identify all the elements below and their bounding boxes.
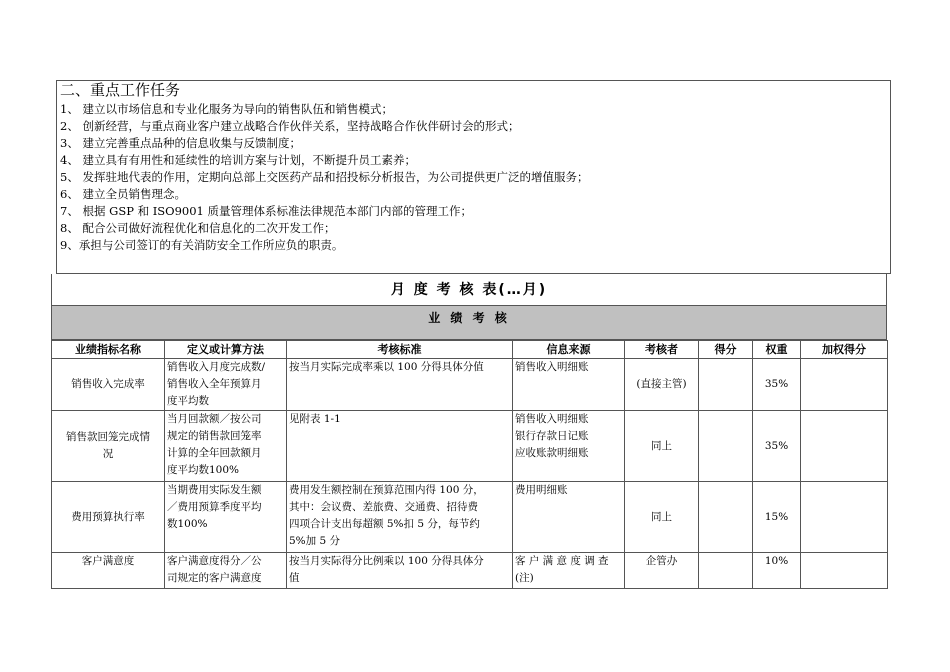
col-header-weighted-score: 加权得分 bbox=[801, 341, 888, 359]
weighted-score-cell[interactable] bbox=[801, 359, 888, 411]
score-cell[interactable] bbox=[699, 553, 753, 589]
definition-line: 当期费用实际发生额 bbox=[167, 484, 262, 496]
table-row bbox=[52, 411, 888, 482]
task-item: 6、 建立全员销售理念。 bbox=[60, 187, 186, 201]
definition-line: 当月回款额／按公司 bbox=[167, 413, 262, 425]
score-cell[interactable] bbox=[699, 411, 753, 482]
task-item: 1、 建立以市场信息和专业化服务为导向的销售队伍和销售模式； bbox=[60, 102, 393, 116]
definition-line: 销售收入全年预算月 bbox=[167, 378, 262, 390]
kpi-name: 销售收入完成率 bbox=[71, 378, 145, 390]
definition-cell bbox=[165, 482, 287, 553]
task-item: 8、 配合公司做好流程优化和信息化的二次开发工作； bbox=[60, 221, 336, 235]
col-header-name: 业绩指标名称 bbox=[52, 341, 165, 359]
monthly-assessment-sheet bbox=[51, 274, 887, 589]
task-item: 7、 根据 GSP 和 ISO9001 质量管理体系标准法律规范本部门内部的管理工作； bbox=[60, 204, 473, 218]
assessor-cell: 企管办 bbox=[625, 553, 699, 589]
performance-section-header: 业 绩 考 核 bbox=[51, 306, 887, 340]
source-line: 费用明细账 bbox=[515, 484, 568, 496]
standard-line: 按当月实际得分比例乘以 100 分得具体分 bbox=[289, 555, 484, 567]
standard-line: 其中：会议费、差旅费、交通费、招待费 bbox=[289, 501, 478, 513]
kpi-name: 客户满意度 bbox=[81, 555, 135, 567]
kpi-name-cell bbox=[52, 359, 165, 411]
definition-line: 计算的全年回款额月 bbox=[167, 447, 262, 459]
definition-line: 度平均数 bbox=[167, 395, 209, 407]
col-header-score: 得分 bbox=[699, 341, 753, 359]
col-header-standard: 考核标准 bbox=[287, 341, 513, 359]
key-tasks-list bbox=[60, 101, 588, 254]
source-cell bbox=[513, 482, 625, 553]
standard-cell bbox=[287, 411, 513, 482]
definition-line: 规定的销售款回笼率 bbox=[167, 430, 262, 442]
standard-line: 四项合计支出每超额 5%扣 5 分，每节约 bbox=[289, 518, 480, 530]
standard-line: 按当月实际完成率乘以 100 分得具体分值 bbox=[289, 361, 484, 373]
source-line: 客 户 满 意 度 调 查 bbox=[515, 555, 609, 567]
score-cell[interactable] bbox=[699, 482, 753, 553]
standard-cell bbox=[287, 482, 513, 553]
table-header-row bbox=[52, 341, 888, 359]
definition-line: 数100% bbox=[167, 518, 208, 530]
assessor-cell: (直接主管) bbox=[625, 359, 699, 411]
source-line: 应收账款明细账 bbox=[515, 447, 589, 459]
source-cell bbox=[513, 359, 625, 411]
weight-cell: 15% bbox=[753, 482, 801, 553]
weight-cell: 10% bbox=[753, 553, 801, 589]
score-cell[interactable] bbox=[699, 359, 753, 411]
definition-cell bbox=[165, 359, 287, 411]
key-tasks-section bbox=[56, 80, 891, 274]
task-item: 3、 建立完善重点品种的信息收集与反馈制度； bbox=[60, 136, 301, 150]
task-item: 2、 创新经营，与重点商业客户建立战略合作伙伴关系，坚持战略合作伙伴研讨会的形式； bbox=[60, 119, 520, 133]
source-line: 销售收入明细账 bbox=[515, 413, 589, 425]
standard-cell bbox=[287, 359, 513, 411]
table-row bbox=[52, 482, 888, 553]
definition-line: 度平均数100% bbox=[167, 464, 240, 476]
assessor-cell: 同上 bbox=[625, 411, 699, 482]
definition-line: 销售收入月度完成数/ bbox=[167, 361, 266, 373]
sheet-title: 月 度 考 核 表(…月) bbox=[51, 274, 887, 306]
kpi-name-cell bbox=[52, 482, 165, 553]
definition-line: 司规定的客户满意度 bbox=[167, 572, 262, 584]
standard-cell bbox=[287, 553, 513, 589]
kpi-table bbox=[51, 340, 888, 589]
source-line: 销售收入明细账 bbox=[515, 361, 589, 373]
definition-line: ／费用预算季度平均 bbox=[167, 501, 262, 513]
kpi-name-cell bbox=[52, 411, 165, 482]
definition-cell bbox=[165, 553, 287, 589]
task-item: 5、 发挥驻地代表的作用，定期向总部上交医药产品和招投标分析报告，为公司提供更广泛的增值服务； bbox=[60, 170, 589, 184]
standard-line: 5%加 5 分 bbox=[289, 535, 341, 547]
table-row bbox=[52, 553, 888, 589]
standard-line: 见附表 1-1 bbox=[289, 413, 341, 425]
key-tasks-title: 二、重点工作任务 bbox=[60, 81, 181, 99]
source-cell bbox=[513, 411, 625, 482]
col-header-assessor: 考核者 bbox=[625, 341, 699, 359]
task-item: 4、 建立具有有用性和延续性的培训方案与计划，不断提升员工素养； bbox=[60, 153, 416, 167]
weight-cell: 35% bbox=[753, 411, 801, 482]
task-item: 9、承担与公司签订的有关消防安全工作所应负的职责。 bbox=[60, 238, 344, 252]
standard-line: 值 bbox=[289, 572, 300, 584]
weighted-score-cell[interactable] bbox=[801, 553, 888, 589]
kpi-name: 费用预算执行率 bbox=[71, 510, 145, 523]
col-header-weight: 权重 bbox=[753, 341, 801, 359]
weighted-score-cell[interactable] bbox=[801, 482, 888, 553]
definition-line: 客户满意度得分／公 bbox=[167, 555, 262, 567]
kpi-name: 销售款回笼完成情 bbox=[66, 431, 150, 443]
definition-cell bbox=[165, 411, 287, 482]
assessor-cell: 同上 bbox=[625, 482, 699, 553]
source-cell bbox=[513, 553, 625, 589]
standard-line: 费用发生额控制在预算范围内得 100 分， bbox=[289, 484, 484, 496]
table-row bbox=[52, 359, 888, 411]
col-header-definition: 定义或计算方法 bbox=[165, 341, 287, 359]
kpi-name: 况 bbox=[102, 448, 114, 460]
weighted-score-cell[interactable] bbox=[801, 411, 888, 482]
weight-cell: 35% bbox=[753, 359, 801, 411]
col-header-source: 信息来源 bbox=[513, 341, 625, 359]
source-line: 银行存款日记账 bbox=[515, 430, 589, 442]
kpi-name-cell bbox=[52, 553, 165, 589]
source-line: (注) bbox=[515, 572, 534, 584]
